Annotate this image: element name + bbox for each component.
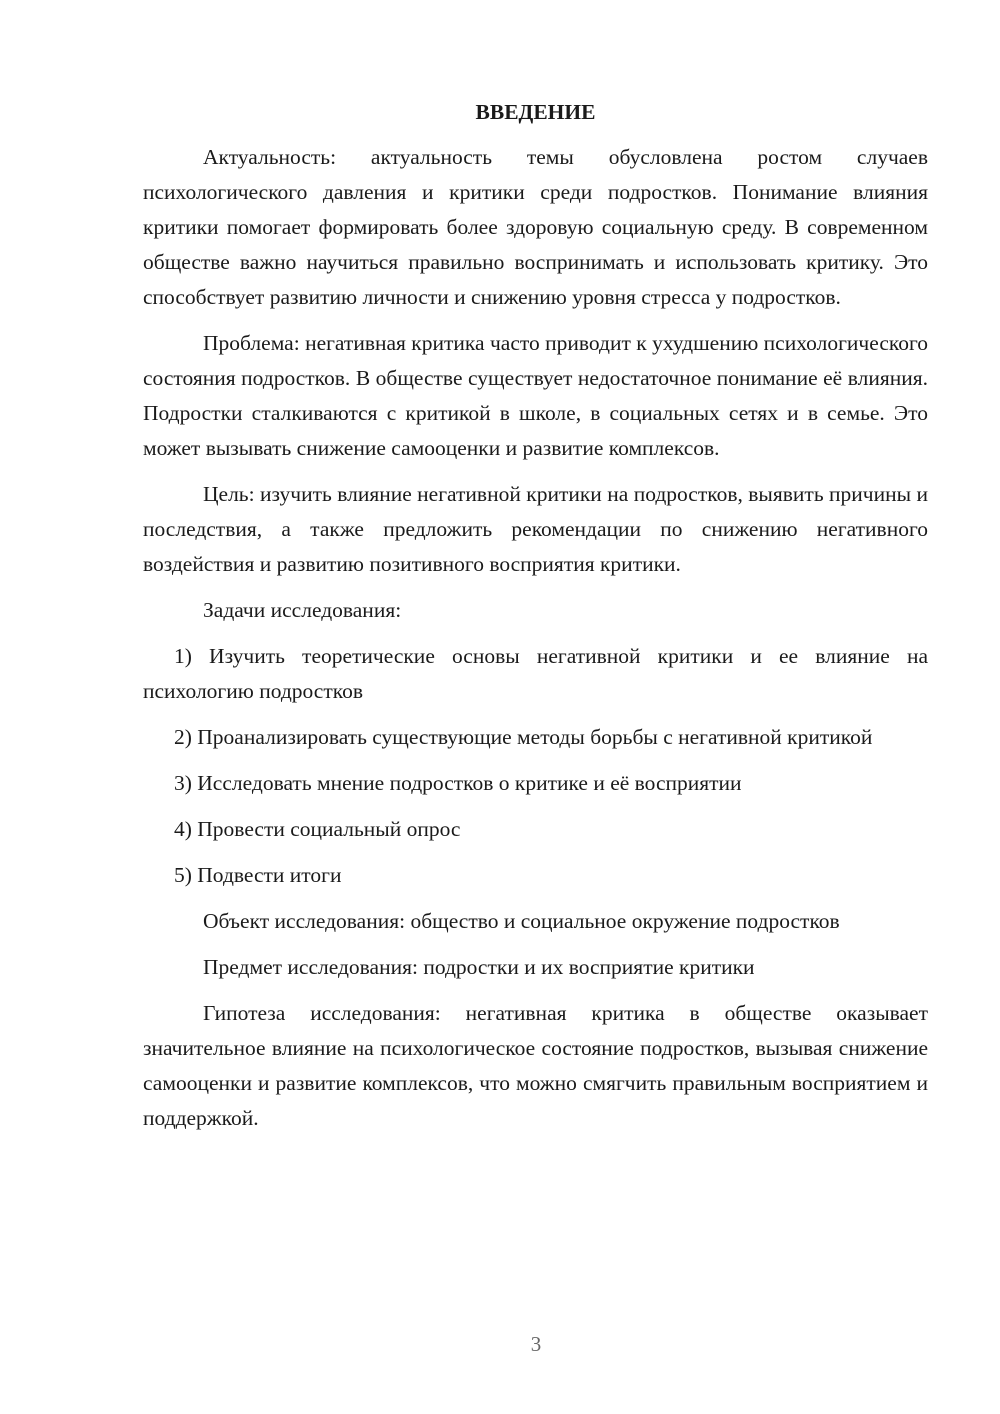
task-item: 2) Проанализировать существующие методы борьбы с негативной критикой <box>174 725 873 749</box>
goal-paragraph: Цель: изучить влияние негативной критики на подростков, выявить причины и последствия, а также предложить рекомендации по снижению негативного воздействия и развитию позитивного восприятия критики. <box>143 482 928 576</box>
problem-paragraph: Проблема: негативная критика часто приводит к ухудшению психологического состояния подростков. В обществе существует недостаточное понимание её влияния. Подростки сталкиваются с критикой в школе, в социальных сетях и в семье. Это может вызывать снижение самооценки и развитие комплексов. <box>143 331 928 460</box>
task-item: 5) Подвести итоги <box>174 863 342 887</box>
tasks-heading: Задачи исследования: <box>203 598 402 622</box>
subject-paragraph: Предмет исследования: подростки и их восприятие критики <box>203 955 755 979</box>
task-item: 3) Исследовать мнение подростков о критике и её восприятии <box>174 771 742 795</box>
task-item: 4) Провести социальный опрос <box>174 817 461 841</box>
relevance-paragraph: Актуальность: актуальность темы обусловлена ростом случаев психологического давления и критики среди подростков. Понимание влияния критики помогает формировать более здоровую социальную среду. В современном обществе важно научиться правильно воспринимать и использовать критику. Это способствует развитию личности и снижению уровня стресса у подростков. <box>143 145 928 309</box>
page-content <box>143 95 928 1147</box>
page-number: 3 <box>530 1332 542 1356</box>
hypothesis-paragraph: Гипотеза исследования: негативная критика в обществе оказывает значительное влияние на психологическое состояние подростков, вызывая снижение самооценки и развитие комплексов, что можно смягчить правильным восприятием и поддержкой. <box>143 1001 928 1130</box>
task-item: 1) Изучить теоретические основы негативной критики и ее влияние на психологию подростков <box>143 644 928 703</box>
section-title: ВВЕДЕНИЕ <box>475 100 596 124</box>
object-paragraph: Объект исследования: общество и социальное окружение подростков <box>203 909 840 933</box>
